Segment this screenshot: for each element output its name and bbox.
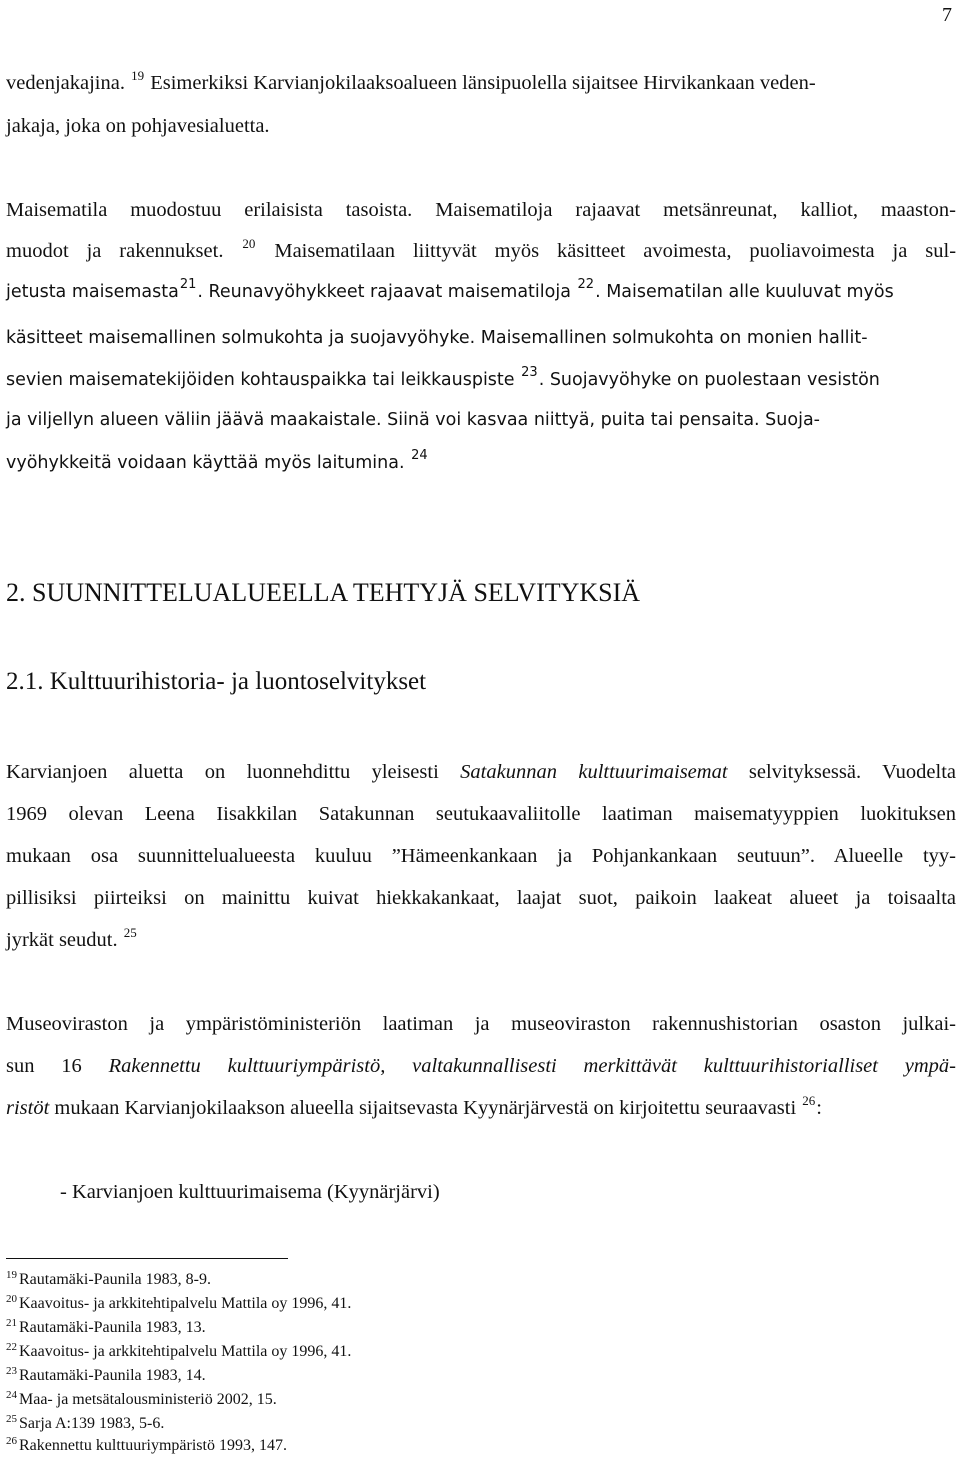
- footnote-ref-19: 19: [131, 68, 145, 83]
- footnote-text: Rautamäki-Paunila 1983, 14.: [19, 1367, 206, 1384]
- footnote-23: [6, 1365, 206, 1384]
- text-span: . Reunavyöhykkeet rajaavat maisematiloja: [197, 282, 571, 302]
- italic-title: ristöt: [6, 1097, 50, 1119]
- footnote-text: Kaavoitus- ja arkkitehtipalvelu Mattila oy 1996, 41.: [19, 1343, 352, 1360]
- footnote-number: 26: [6, 1435, 17, 1447]
- footnote-20: [6, 1293, 352, 1312]
- text-span: sevien maisematekijöiden kohtauspaikka tai leikkauspiste: [6, 370, 515, 390]
- paragraph-2-line-7: [6, 448, 429, 473]
- paragraph-1-line-1: [6, 68, 816, 94]
- paragraph-2-line-3: [6, 277, 894, 302]
- paragraph-2-line-5: [6, 365, 880, 390]
- list-item: - Karvianjoen kulttuurimaisema (Kyynärjärvi): [60, 1181, 440, 1203]
- text-span: selvityksessä. Vuodelta: [748, 761, 957, 783]
- paragraph-4-line-3: [6, 1093, 822, 1119]
- footnote-text: Sarja A:139 1983, 5-6.: [19, 1415, 165, 1432]
- paragraph-2-line-2: [6, 236, 957, 262]
- paragraph-1-line-2: jakaja, joka on pohjavesialuetta.: [6, 115, 270, 137]
- footnote-number: 25: [6, 1413, 17, 1425]
- footnote-number: 24: [6, 1389, 17, 1401]
- footnote-text: Rautamäki-Paunila 1983, 8-9.: [19, 1271, 211, 1288]
- footnote-ref-23: 23: [521, 365, 538, 380]
- footnote-19: [6, 1269, 211, 1288]
- paragraph-4-line-1: Museoviraston ja ympäristöministeriön laatiman ja museoviraston rakennushistorian osaston julkai-: [6, 1013, 956, 1035]
- footnote-text: Rakennettu kulttuuriympäristö 1993, 147.: [19, 1437, 287, 1454]
- footnote-text: Rautamäki-Paunila 1983, 13.: [19, 1319, 206, 1336]
- italic-title: Rakennettu kulttuuriympäristö, valtakunnallisesti merkittävät kulttuurihistorialliset ympä-: [108, 1055, 957, 1077]
- text-span: Maisematilaan liittyvät myös käsitteet avoimesta, puoliavoimesta ja sul-: [274, 240, 957, 262]
- text-span: sun 16: [6, 1055, 82, 1077]
- footnote-ref-22: 22: [577, 277, 595, 292]
- footnote-ref-26: 26: [802, 1093, 816, 1108]
- footnote-number: 22: [6, 1341, 17, 1353]
- footnote-24: [6, 1389, 277, 1408]
- text-span: mukaan Karvianjokilaakson alueella sijaitsevasta Kyynärjärvestä on kirjoitettu seuraavasti: [54, 1097, 797, 1119]
- text-span: :: [816, 1097, 822, 1119]
- footnote-text: Maa- ja metsätalousministeriö 2002, 15.: [19, 1391, 277, 1408]
- paragraph-2-line-6: ja viljellyn alueen väliin jäävä maakaistale. Siinä voi kasvaa niittyä, puita tai pensaita. Suoja-: [6, 410, 820, 430]
- italic-title: Satakunnan kulttuurimaisemat: [460, 761, 728, 783]
- footnote-number: 20: [6, 1293, 17, 1305]
- paragraph-3-line-1: [6, 762, 956, 783]
- section-heading: 2. SUUNNITTELUALUEELLA TEHTYJÄ SELVITYKSIÄ: [6, 578, 641, 607]
- text-span: . Suojavyöhyke on puolestaan vesistön: [538, 370, 880, 390]
- page-number: 7: [942, 4, 952, 26]
- paragraph-3-line-2: 1969 olevan Leena Iisakkilan Satakunnan seutukaavaliitolle laatiman maisematyyppien luokituksen: [6, 803, 956, 825]
- footnote-26: [6, 1435, 287, 1454]
- footnote-text: Kaavoitus- ja arkkitehtipalvelu Mattila oy 1996, 41.: [19, 1295, 352, 1312]
- paragraph-4-line-2: [6, 1056, 956, 1077]
- footnote-25: [6, 1413, 165, 1432]
- text-span: vyöhykkeitä voidaan käyttää myös laitumina.: [6, 453, 405, 473]
- footnote-number: 21: [6, 1317, 17, 1329]
- footnote-21: [6, 1317, 206, 1336]
- footnote-ref-20: 20: [242, 236, 256, 251]
- text-span: vedenjakajina.: [6, 72, 125, 94]
- text-span: muodot ja rakennukset.: [6, 240, 224, 262]
- footnote-ref-21: 21: [179, 277, 197, 292]
- text-span: Karvianjoen aluetta on luonnehdittu yleisesti: [6, 761, 439, 783]
- footnote-22: [6, 1341, 352, 1360]
- subsection-heading: 2.1. Kulttuurihistoria- ja luontoselvitykset: [6, 668, 427, 695]
- paragraph-3-line-3: mukaan osa suunnittelualueesta kuuluu ”Hämeenkankaan ja Pohjankankaan seutuun”. Alueelle tyy-: [6, 845, 956, 867]
- paragraph-3-line-4: pillisiksi piirteiksi on mainittu kuivat hiekkakankaat, laajat suot, paikoin laakeat alueet ja toisaalta: [6, 887, 956, 909]
- footnote-number: 23: [6, 1365, 17, 1377]
- footnote-number: 19: [6, 1269, 17, 1281]
- text-span: jetusta maisemasta: [6, 282, 179, 302]
- footnote-ref-24: 24: [411, 448, 428, 463]
- text-span: . Maisematilan alle kuuluvat myös: [595, 282, 894, 302]
- paragraph-2-line-1: Maisematila muodostuu erilaisista tasoista. Maisematiloja rajaavat metsänreunat, kalliot, maaston-: [6, 199, 956, 221]
- text-span: jyrkät seudut.: [6, 929, 118, 951]
- text-span: Esimerkiksi Karvianjokilaaksoalueen länsipuolella sijaitsee Hirvikankaan veden-: [150, 72, 816, 94]
- paragraph-3-line-5: [6, 925, 138, 951]
- footnote-separator: [6, 1258, 288, 1259]
- paragraph-2-line-4: käsitteet maisemallinen solmukohta ja suojavyöhyke. Maisemallinen solmukohta on monien hallit-: [6, 328, 868, 348]
- footnote-ref-25: 25: [123, 925, 137, 940]
